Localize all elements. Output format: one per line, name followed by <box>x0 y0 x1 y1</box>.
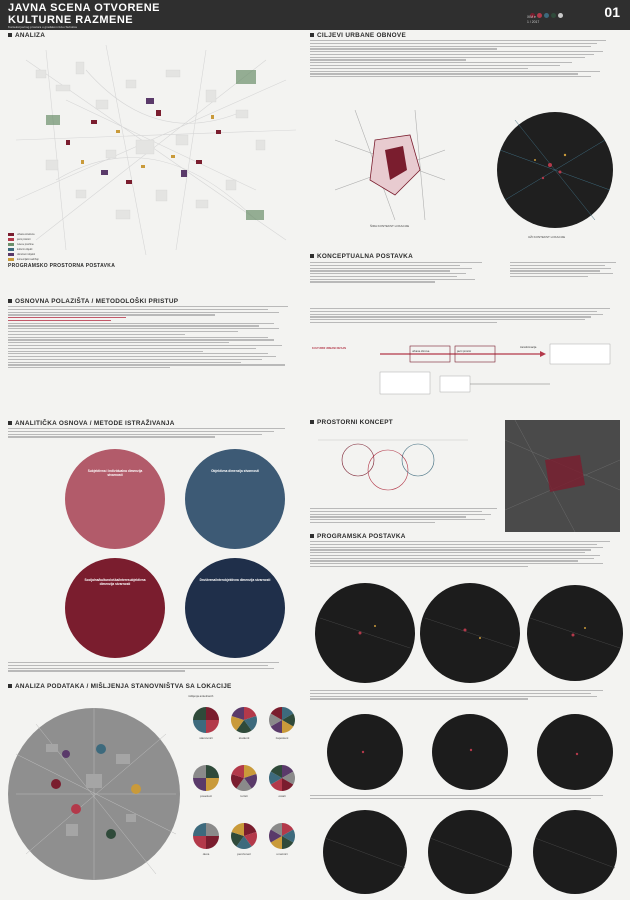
pie-slice <box>206 823 219 836</box>
prostorni-text <box>310 508 622 525</box>
konceptualna-side <box>510 262 622 279</box>
concept-label-2: urbana obnova <box>412 350 430 353</box>
pie-label: deca <box>202 852 210 856</box>
heading-analiza-podataka: ANALIZA PODATAKA / MIŠLJENJA STANOVNIŠTVA SA LOKACIJE <box>8 683 232 690</box>
dot-4 <box>551 13 556 18</box>
pie-slice <box>193 836 206 849</box>
osnovna-text <box>8 306 303 370</box>
heading-prostorni: PROSTORNI KONCEPT <box>310 419 393 426</box>
circle-social: Društvena/interobjektivna dimenzija stvarnosti <box>185 558 285 658</box>
heading-analiticka: ANALITIČKA OSNOVA / METODE ISTRAŽIVANJA <box>8 420 175 427</box>
circle-objective: Objektivna dimenzija stvarnosti <box>185 449 285 549</box>
concept-label-3: javni prostor <box>457 350 472 353</box>
legend-item-4: kulturni objekti <box>8 247 39 252</box>
pie-slice <box>193 707 206 720</box>
code-1: XIM e <box>527 15 536 19</box>
pie-slice <box>193 720 206 733</box>
map-caption-2: UŽI KONTEKST LOKACIJE <box>528 235 566 239</box>
ciljevi-text <box>310 40 622 79</box>
pie-label: posetioci <box>200 794 212 798</box>
pie-slice <box>193 765 206 778</box>
legend-item-1: urbana struktura <box>8 232 39 237</box>
pie-label: ostali <box>278 794 286 798</box>
map-caption-1: ŠIRA KONTEKST LOKACIJE <box>370 224 410 228</box>
map-legend <box>8 232 39 262</box>
legend-item-6: komercijalni sadržaji <box>8 257 39 262</box>
pie-slice <box>206 707 219 720</box>
survey-map <box>6 694 181 894</box>
title-line-2: KULTURNE RAZMENE <box>8 14 134 26</box>
city-map <box>6 40 306 262</box>
pie-slice <box>206 720 219 733</box>
program-circles-row-1 <box>315 578 625 688</box>
survey-note: mišljenja anketiranih <box>188 694 214 698</box>
pie-slice <box>206 778 219 791</box>
heading-konceptualna: KONCEPTUALNA POSTAVKA <box>310 253 413 260</box>
analiticka-bottom-text <box>8 662 303 673</box>
circle-cultural: Socijalna/kulturološka/interesubjektivna dimenzija stvarnosti <box>65 558 165 658</box>
heading-programski: PROGRAMSKO PROSTORNA POSTAVKA <box>8 263 116 269</box>
pie-label: stanovnici <box>199 736 213 740</box>
site-circle-1 <box>495 110 615 230</box>
pie-slice <box>193 778 206 791</box>
site-map-1 <box>335 110 445 220</box>
pie-slice <box>206 836 219 849</box>
concept-diagram <box>310 336 622 412</box>
survey-pies <box>188 702 303 892</box>
dot-3 <box>544 13 549 18</box>
programska-text-2 <box>310 690 622 701</box>
pie-label: penzioneri <box>237 852 251 856</box>
legend-item-3: zelene površine <box>8 242 39 247</box>
pie-slice <box>206 765 219 778</box>
legend-item-5: obrazovni objekti <box>8 252 39 257</box>
pie-label: studenti <box>238 736 250 740</box>
header-bar <box>0 0 630 30</box>
konceptualna-text-2 <box>310 308 622 325</box>
pie-slice <box>193 823 206 836</box>
heading-analiza: ANALIZA <box>8 32 45 39</box>
concept-label-1: KULTURNI URBANI DIZAJN <box>312 347 346 350</box>
dot-5 <box>558 13 563 18</box>
heading-osnovna: OSNOVNA POLAZIŠTA / METODOLOŠKI PRISTUP <box>8 298 178 305</box>
analiticka-text <box>8 428 303 439</box>
code-2: 1 / 2017 <box>527 20 540 24</box>
program-circles-row-2 <box>315 712 625 792</box>
heading-ciljevi: CILJEVI URBANE OBNOVE <box>310 32 406 39</box>
pie-label: umetnici <box>276 852 288 856</box>
sheet-number: 01 <box>604 4 620 20</box>
spatial-concept-diagram <box>318 430 478 506</box>
circle-subjective: Subjektivna i individualna dimenzija stvarnosti <box>65 449 165 549</box>
dot-2 <box>537 13 542 18</box>
programska-text-3 <box>310 795 622 801</box>
title-line-1: JAVNA SCENA OTVORENE <box>8 2 161 14</box>
legend-item-2: javni prostori <box>8 237 39 242</box>
programska-text <box>310 541 622 569</box>
subtitle: Kontekst javnog prostora u gradskom tkivu Subotice <box>8 25 78 29</box>
pie-label: turisti <box>240 794 248 798</box>
program-circles-row-3 <box>315 808 625 896</box>
pie-label: zaposleni <box>275 736 289 740</box>
heading-programska: PROGRAMSKA POSTAVKA <box>310 533 406 540</box>
concept-label-4: transformacija <box>520 346 537 349</box>
